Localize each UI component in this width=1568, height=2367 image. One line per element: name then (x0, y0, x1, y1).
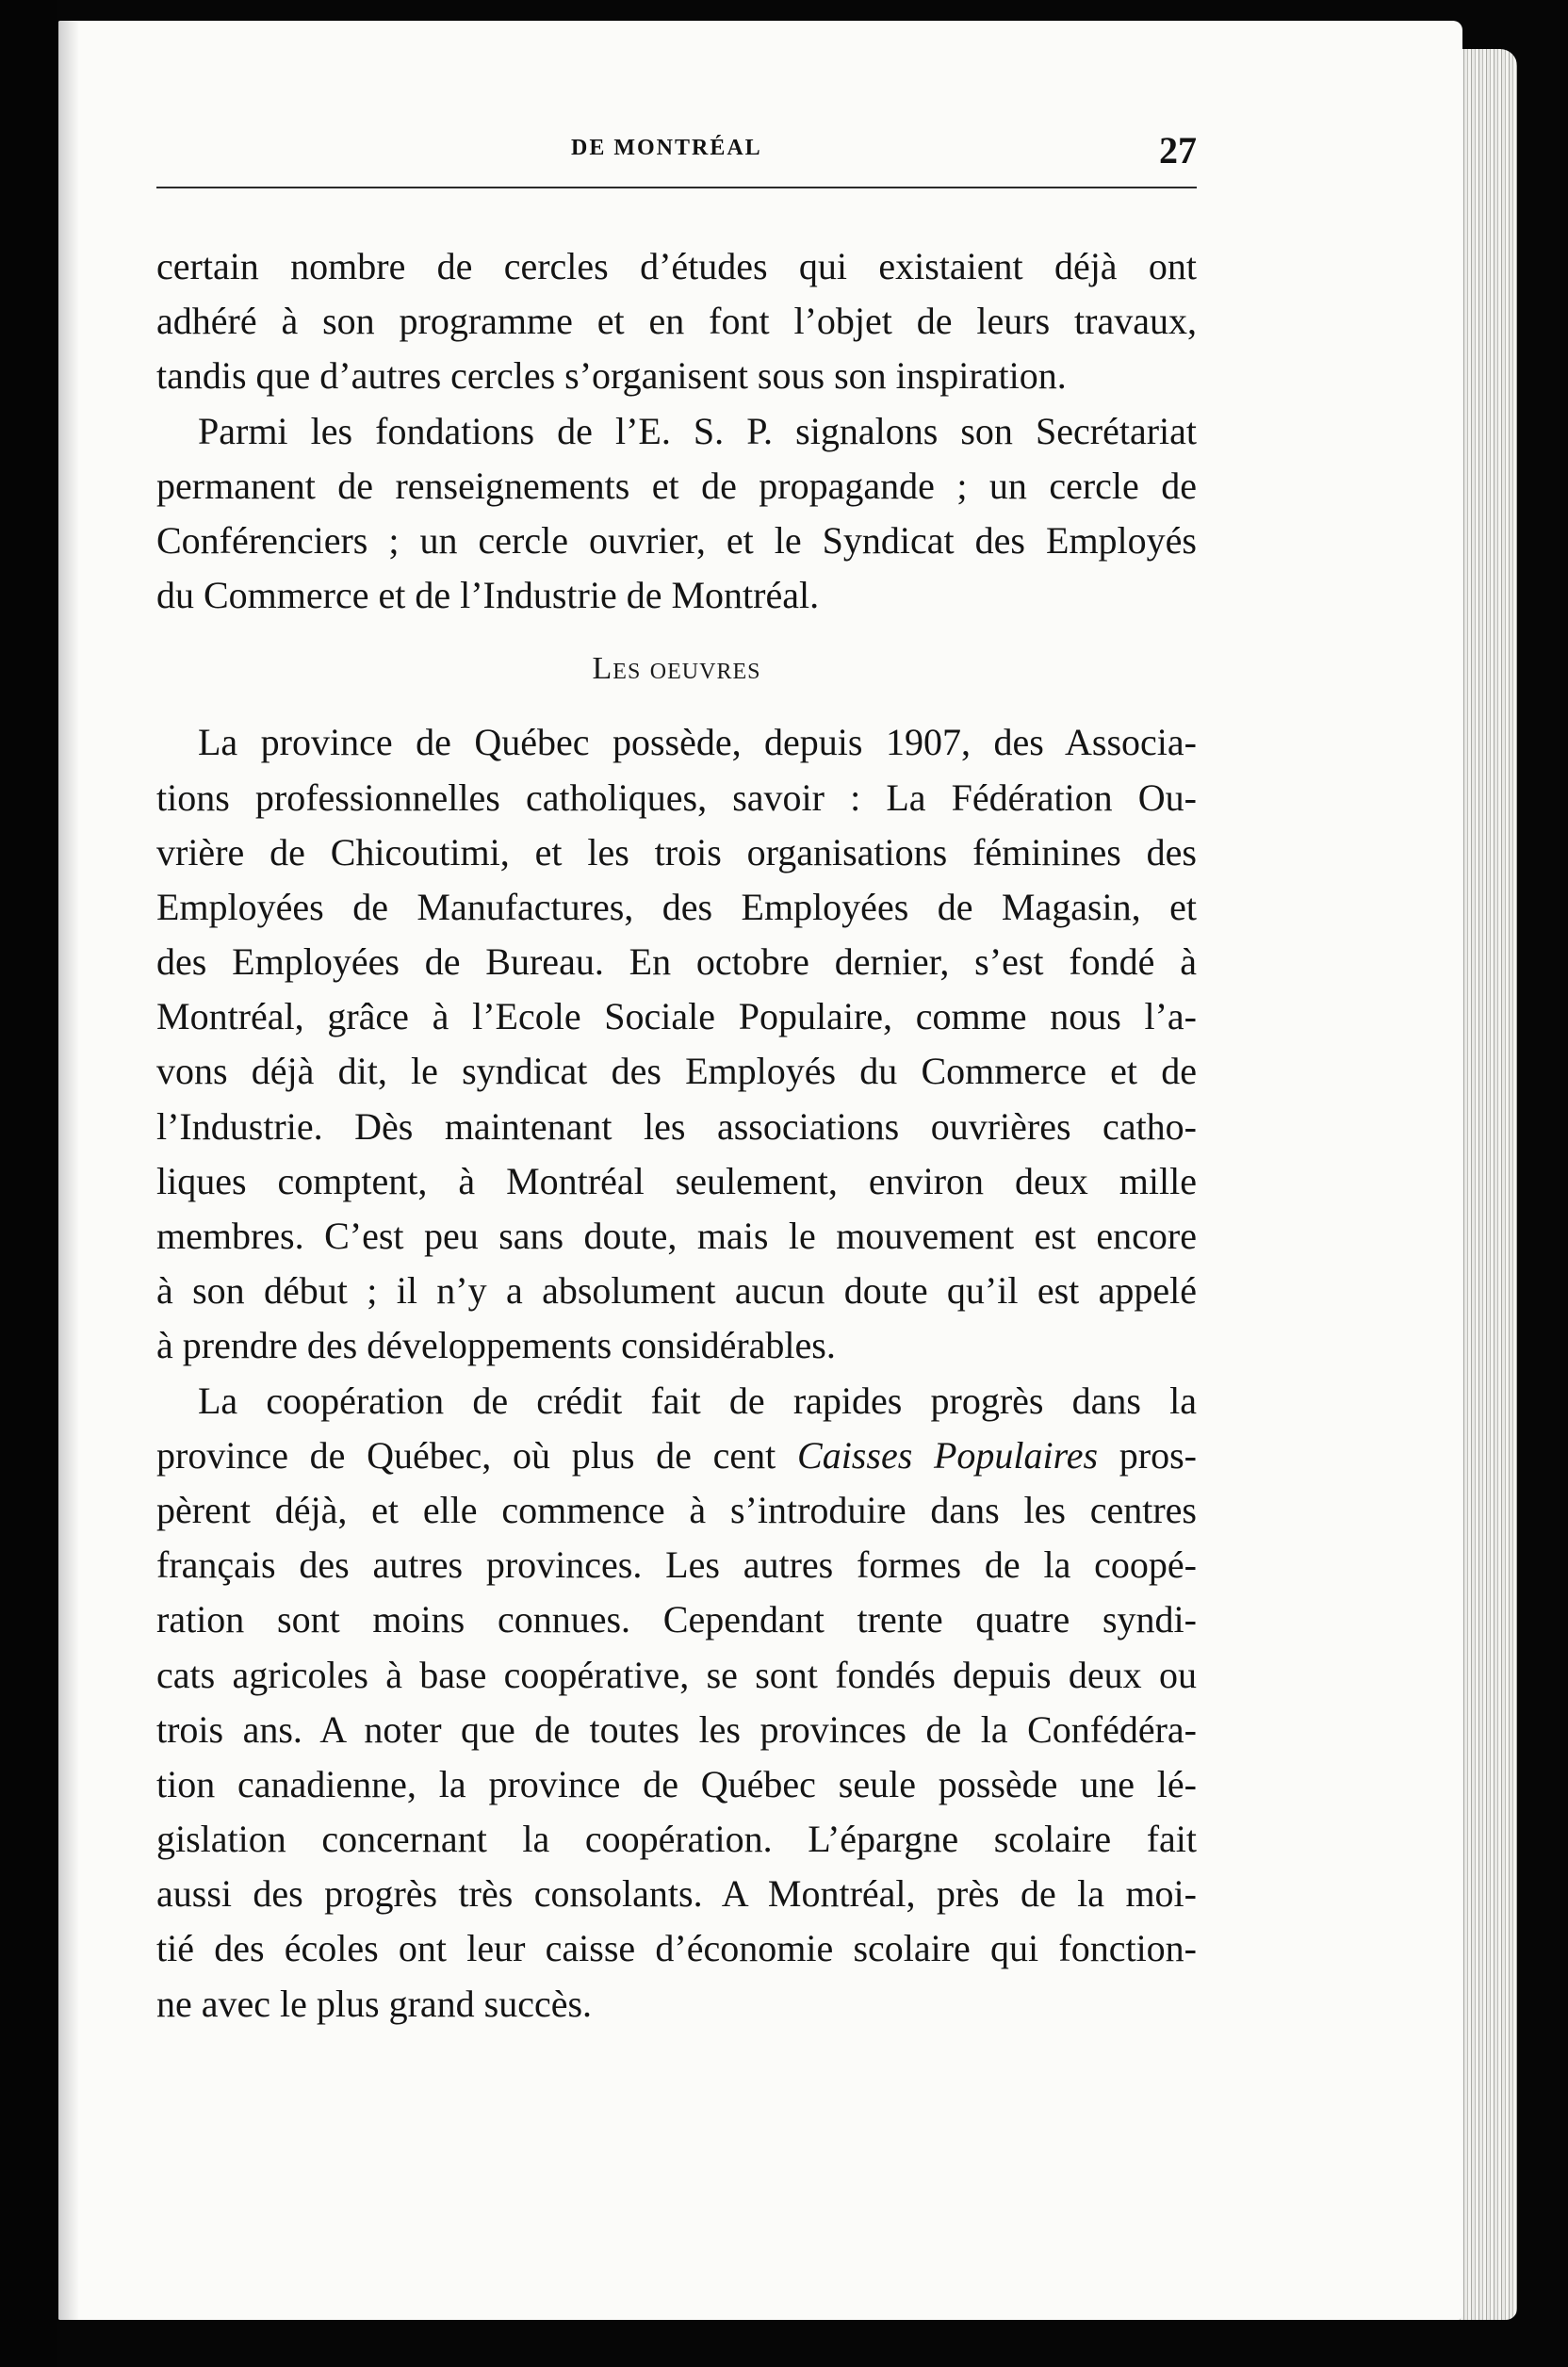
text-line: du Commerce et de l’Industrie de Montréal. (156, 574, 820, 617)
paragraph (156, 1374, 1197, 2032)
paragraph (156, 239, 1197, 404)
text-line: ration sont moins connues. Cependant trente quatre syndi- (156, 1598, 1197, 1641)
text-line: Conférenciers ; un cercle ouvrier, et le Syndicat des Employés (156, 518, 1197, 562)
scan-left-margin (0, 0, 57, 2367)
paragraph (156, 715, 1197, 1373)
text-line: gislation concernant la coopération. L’épargne scolaire fait (156, 1818, 1197, 1861)
text-line: tandis que d’autres cercles s’organisent sous son inspiration. (156, 354, 1067, 398)
italic-phrase: Caisses Populaires (797, 1433, 1099, 1477)
scan-right-margin (1517, 57, 1568, 2367)
text-line: Employées de Manufactures, des Employées de Magasin, et (156, 885, 1197, 928)
text-line: français des autres provinces. Les autres formes de la coopé- (156, 1543, 1197, 1587)
text-line: cats agricoles à base coopérative, se sont fondés depuis deux ou (156, 1653, 1197, 1696)
text-line: liques comptent, à Montréal seulement, environ deux mille (156, 1159, 1197, 1202)
text-line: vrière de Chicoutimi, et les trois organisations féminines des (156, 830, 1197, 873)
text-line: tion canadienne, la province de Québec seule possède une lé- (156, 1762, 1197, 1805)
text-line: Parmi les fondations de l’E. S. P. signalons son Secrétariat (198, 409, 1197, 452)
binding-shadow (58, 21, 79, 2320)
body-text (156, 239, 1197, 2032)
text-line: aussi des progrès très consolants. A Montréal, près de la moi- (156, 1872, 1197, 1916)
text-line: à son début ; il n’y a absolument aucun doute qu’il est appelé (156, 1269, 1197, 1313)
running-title: DE MONTRÉAL (571, 136, 762, 160)
text-line: Montréal, grâce à l’Ecole Sociale Populaire, comme nous l’a- (156, 995, 1197, 1038)
text-run: province de Québec, où plus de cent (156, 1433, 798, 1477)
text-line: La province de Québec possède, depuis 1907, des Associa- (198, 721, 1197, 764)
header-rule (156, 187, 1197, 188)
running-head (156, 128, 1197, 171)
section-heading: Les oeuvres (592, 651, 761, 687)
text-line: certain nombre de cercles d’études qui existaient déjà ont (156, 245, 1197, 287)
text-line: l’Industrie. Dès maintenant les associations ouvrières catho- (156, 1104, 1197, 1148)
text-line: permanent de renseignements et de propagande ; un cercle de (156, 464, 1197, 507)
page-number: 27 (1159, 129, 1197, 171)
text-line: pèrent déjà, et elle commence à s’introduire dans les centres (156, 1488, 1197, 1531)
text-line: tié des écoles ont leur caisse d’économie scolaire qui fonction- (156, 1927, 1197, 1970)
text-line: adhéré à son programme et en font l’objet de leurs travaux, (156, 300, 1197, 343)
text-line: des Employées de Bureau. En octobre dernier, s’est fondé à (156, 940, 1197, 984)
text-line: ne avec le plus grand succès. (156, 1982, 593, 2025)
text-line: vons déjà dit, le syndicat des Employés du Commerce et de (156, 1050, 1197, 1093)
text-run: pros- (1098, 1433, 1197, 1477)
text-line (156, 1428, 1197, 1483)
text-line: membres. C’est peu sans doute, mais le mouvement est encore (156, 1215, 1197, 1257)
text-line: à prendre des développements considérables. (156, 1324, 836, 1367)
text-line: trois ans. A noter que de toutes les provinces de la Confédéra- (156, 1707, 1197, 1751)
text-line: tions professionnelles catholiques, savoir : La Fédération Ou- (156, 775, 1197, 819)
text-line: La coopération de crédit fait de rapides progrès dans la (198, 1379, 1197, 1422)
paragraph (156, 404, 1197, 624)
